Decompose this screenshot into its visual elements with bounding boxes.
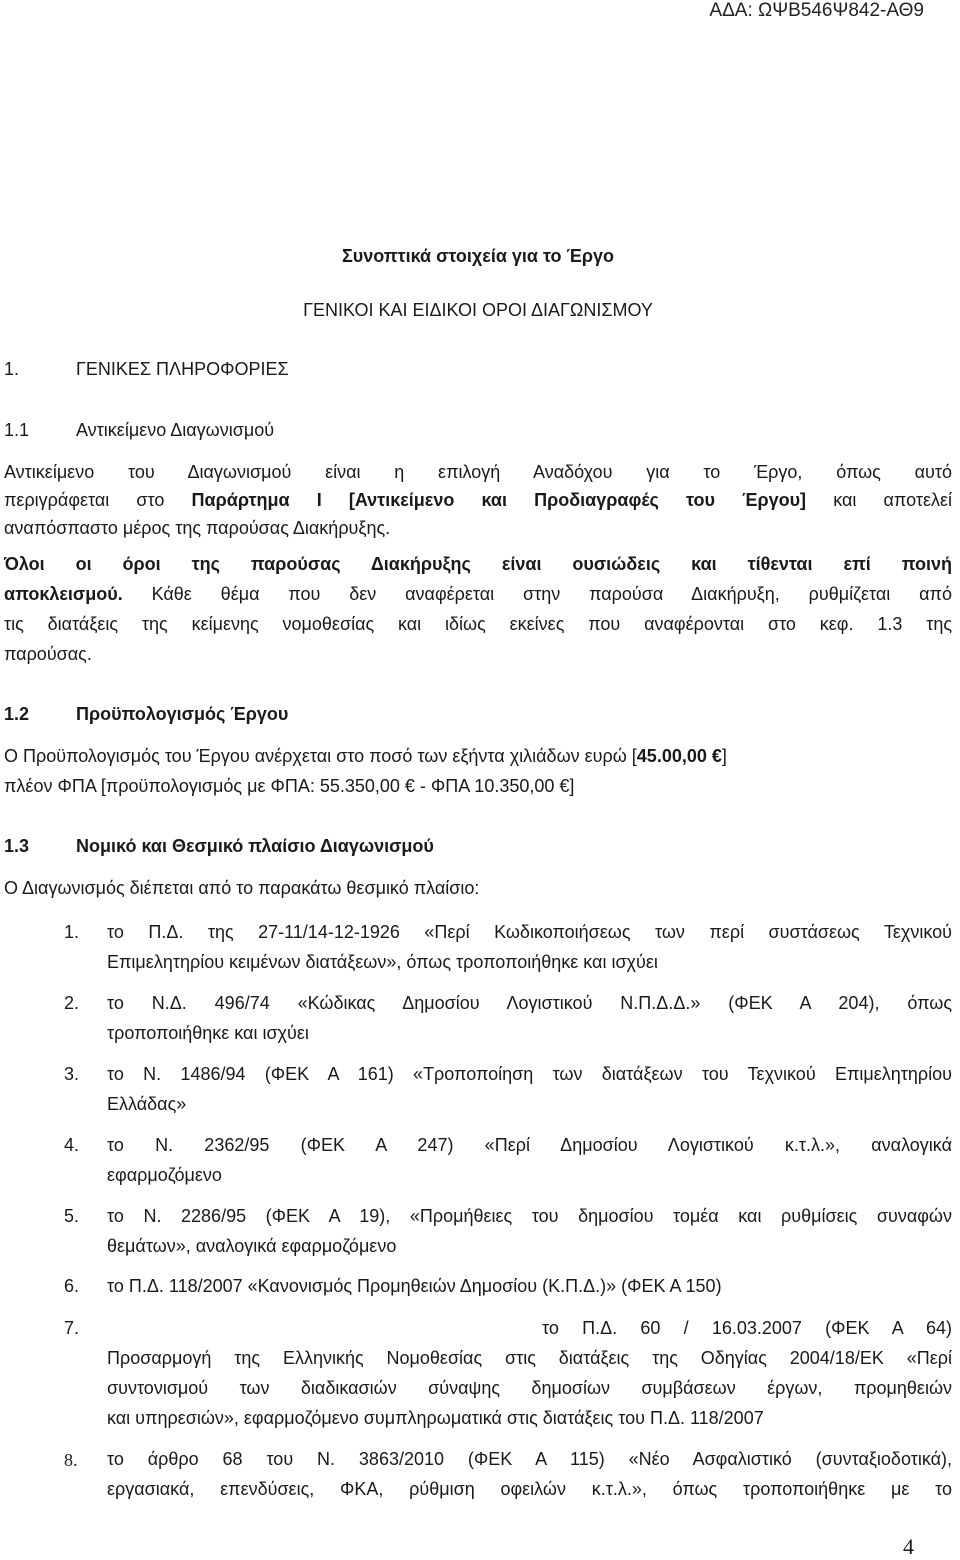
s11-p2-line2-bold: αποκλεισμού. [4,584,123,604]
section-1-3-title: Νομικό και Θεσμικό πλαίσιο Διαγωνισμού [76,836,434,856]
section-1-1-heading [4,418,274,442]
list-item-number: 2. [64,993,80,1013]
list-item-line: Προσαρμογή της Ελληνικής Νομοθεσίας στις διατάξεις της Οδηγίας 2004/18/ΕΚ «Περί [107,1348,952,1368]
list-item-number: 3. [64,1064,80,1084]
list-item-number: 4. [64,1135,80,1155]
ada-code: ΑΔΑ: ΩΨΒ546Ψ842-ΑΘ9 [709,0,924,21]
page-number: 4 [903,1534,914,1559]
section-1-heading [4,357,289,381]
list-item-line: και υπηρεσιών», εφαρμοζόμενο συμπληρωματικά στις διατάξεις του Π.Δ. 118/2007 [107,1408,764,1428]
s11-p1-line3: αναπόσπαστο μέρος της παρούσας Διακήρυξης. [4,518,391,538]
s11-p2-line2 [4,582,952,606]
list-item-line: τροποποιήθηκε και ισχύει [107,1023,309,1043]
list-item-number: 5. [64,1206,80,1226]
list-item [107,1130,952,1190]
summary-title: Συνοπτικά στοιχεία για το Έργο [341,246,615,266]
section-1-3-heading [4,834,434,858]
list-item-line: συντονισμού των διαδικασιών σύναψης δημοσίων συμβάσεων έργων, προμηθειών [107,1378,952,1398]
list-item-line: το Π.Δ. 118/2007 «Κανονισμός Προμηθειών Δημοσίου (Κ.Π.Δ.)» (ΦΕΚ Α 150) [107,1276,722,1296]
list-item-line: Επιμελητηρίου κειμένων διατάξεων», όπως τροποποιήθηκε και ισχύει [107,952,658,972]
annex-reference: Παράρτημα Ι [Αντικείμενο και Προδιαγραφές του Έργου] [191,490,807,510]
list-item-line [107,1313,952,1343]
list-item-line: θεμάτων», αναλογικά εφαρμοζόμενο [107,1236,397,1256]
budget-line2: πλέον ΦΠΑ [προϋπολογισμός με ΦΠΑ: 55.350,00 € - ΦΠΑ 10.350,00 €] [4,776,575,796]
s11-p2-line3: τις διατάξεις της κείμενης νομοθεσίας και ιδίως εκείνες που αναφέρονται στο κεφ. 1.3 της [4,614,952,634]
budget-bracket: ] [721,746,727,766]
list-item [107,1313,952,1433]
list-item-line: Ελλάδας» [107,1094,187,1114]
s11-p2-line4: παρούσας. [4,644,92,664]
section-1-3-number: 1.3 [4,836,30,856]
list-item-line: εργασιακά, επενδύσεις, ΦΚΑ, ρύθμιση οφειλών κ.τ.λ.», όπως τροποποιήθηκε με το [107,1479,952,1499]
list-item [107,917,952,977]
s11-p1-line2-a: περιγράφεται στο [4,490,192,510]
list-item-line-right: το Π.Δ. 60 / 16.03.2007 (ΦΕΚ Α 64) [542,1318,952,1338]
list-item-line: το Ν. 2362/95 (ΦΕΚ Α 247) «Περί Δημοσίου Λογιστικού κ.τ.λ.», αναλογικά [107,1135,952,1155]
list-item-line: το Ν. 1486/94 (ΦΕΚ Α 161) «Τροποποίηση των διατάξεων του Τεχνικού Επιμελητηρίου [107,1064,952,1084]
section-1-2-number: 1.2 [4,704,30,724]
terms-title: ΓΕΝΙΚΟΙ ΚΑΙ ΕΙΔΙΚΟΙ ΟΡΟΙ ΔΙΑΓΩΝΙΣΜΟΥ [303,300,653,320]
list-item-line: το άρθρο 68 του Ν. 3863/2010 (ΦΕΚ Α 115) «Νέο Ασφαλιστικό (συνταξιοδοτικά), [107,1449,952,1469]
section-1-1-number: 1.1 [4,420,30,440]
framework-intro: Ο Διαγωνισμός διέπεται από το παρακάτω θεσμικό πλαίσιο: [4,878,480,898]
list-item [107,1201,952,1261]
list-item [107,1059,952,1119]
s11-p2-line1: Όλοι οι όροι της παρούσας Διακήρυξης είναι ουσιώδεις και τίθενται επί ποινή [4,554,952,574]
section-1-title: ΓΕΝΙΚΕΣ ΠΛΗΡΟΦΟΡΙΕΣ [76,359,289,379]
list-item-line: το Π.Δ. της 27-11/14-12-1926 «Περί Κωδικοποιήσεως των περί συστάσεως Τεχνικού [107,922,952,942]
list-item-line: το Ν.Δ. 496/74 «Κώδικας Δημοσίου Λογιστικού Ν.Π.Δ.Δ.» (ΦΕΚ Α 204), όπως [107,993,952,1013]
list-item-number: 1. [64,922,80,942]
section-1-number: 1. [4,359,20,379]
list-item-number: 7. [64,1318,80,1338]
s11-p1-line1: Αντικείμενο του Διαγωνισμού είναι η επιλογή Αναδόχου για το Έργο, όπως αυτό [4,462,952,482]
budget-line1 [4,744,727,768]
budget-text: Ο Προϋπολογισμός του Έργου ανέρχεται στο ποσό των εξήντα χιλιάδων ευρώ [ [4,746,637,766]
section-1-2-title: Προϋπολογισμός Έργου [76,704,289,724]
s11-p1-line2-c: και αποτελεί [806,490,953,510]
list-item-number: 8. [64,1450,78,1470]
s11-p2-line2-rest: Κάθε θέμα που δεν αναφέρεται στην παρούσα Διακήρυξη, ρυθμίζεται από [122,584,952,604]
section-1-2-heading [4,702,288,726]
list-item [107,1444,952,1504]
section-1-1-title: Αντικείμενο Διαγωνισμού [76,420,275,440]
list-item-line: εφαρμοζόμενο [107,1165,222,1185]
list-item-line: το Ν. 2286/95 (ΦΕΚ Α 19), «Προμήθειες του δημοσίου τομέα και ρυθμίσεις συναφών [107,1206,952,1226]
s11-p1-line2 [4,488,952,512]
list-item-number: 6. [64,1276,80,1296]
list-item [107,1271,952,1301]
list-item [107,988,952,1048]
budget-amount: 45.00,00 € [636,746,722,766]
